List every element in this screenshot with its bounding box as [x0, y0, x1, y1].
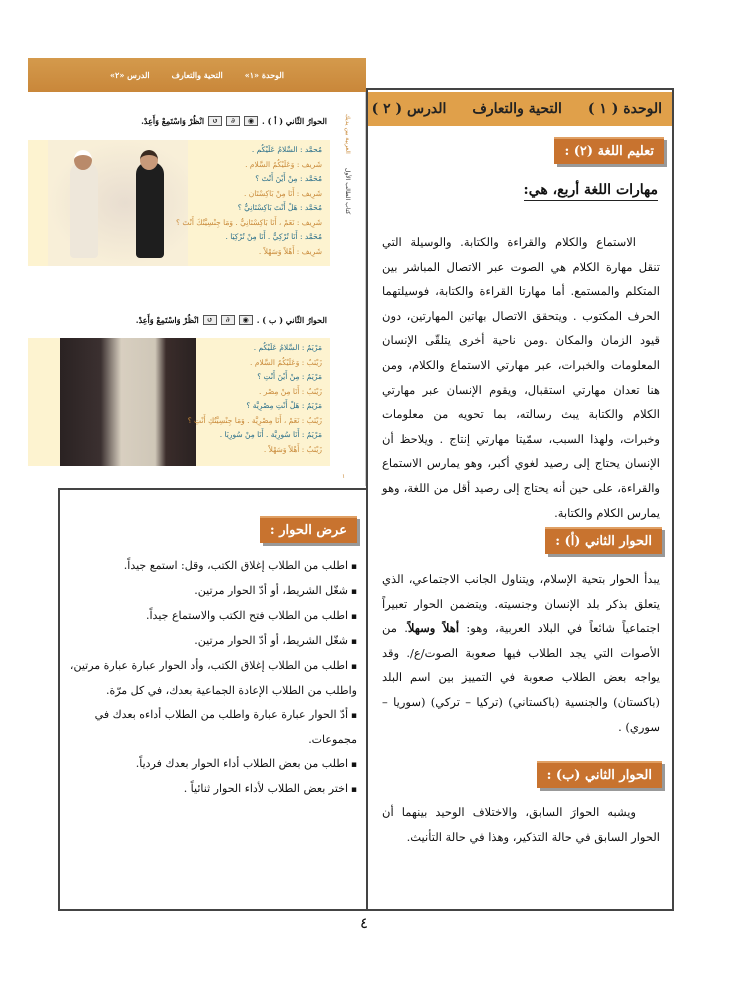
handshake-photo-women — [60, 338, 196, 466]
dialogue-a-lines — [176, 143, 322, 259]
ear-icon: ∂ — [226, 116, 240, 126]
dialogue-line: مُحمَّد : السَّلامُ عَلَيْكُم . — [251, 145, 322, 154]
page-number: ٤ — [360, 914, 369, 932]
list-item: ▪ اطلب من الطلاب إغلاق الكتب، وقل: استمع جيداً. — [64, 554, 357, 579]
dialogue-line: مَرْيَمُ : هَلْ أَنْتِ مِصْرِيَّة ؟ — [246, 401, 322, 410]
section-tag-language-teaching: تعليم اللغة (٢) : — [554, 137, 664, 164]
list-item: ▪ اختر بعض الطلاب لأداء الحوار ثنائياً . — [64, 777, 357, 802]
dialogue-line: زَيْنَبُ : وَعَلَيْكُمُ السَّلام . — [250, 357, 322, 367]
dialogue-presentation-box — [58, 488, 367, 911]
list-item: ▪ اطلب من بعض الطلاب أداء الحوار بعدك فردياً. — [64, 752, 357, 777]
eye-icon: ◉ — [239, 315, 253, 325]
thumb-lesson: الدرس «٢» — [110, 70, 150, 80]
skills-subtitle: مهارات اللغة أربع، هي: — [524, 182, 658, 201]
lesson-header-bar — [368, 92, 672, 126]
dialogue-line: شَرِيف : نَعَمْ ، أَنَا بَاكِسْتَانِيٌّ . وَمَا جِنْسِيَّتُكَ أَنْتَ ؟ — [176, 217, 322, 227]
dialogue-b-label: الحوارُ الثّاني ( ب ) . — [256, 315, 327, 325]
instruction-list — [64, 554, 357, 802]
dialogue-line: مَرْيَمُ : السَّلامُ عَلَيْكُم . — [253, 343, 322, 352]
dialogue-a-panel — [28, 140, 330, 266]
thumb-side-label-1: العربية بين يديك — [344, 114, 351, 154]
header-lesson: الدرس ( ٢ ) — [371, 101, 447, 117]
repeat-icon: ↺ — [203, 315, 217, 325]
dialogue-b-panel — [28, 338, 330, 466]
dialogue-line: مُحَمَّد : هَلْ أَنْتَ بَاكِسْتَانِيٌّ ؟ — [237, 203, 322, 212]
thumbnail-header-bar — [28, 58, 366, 92]
dialogue-line: مُحَمَّد : أَنَا تُرْكِيٌّ . أَنَا مِنْ تُرْكِيَا . — [225, 232, 322, 241]
teacher-notes-column — [366, 88, 674, 911]
section-tag-dialogue-b: الحوار الثاني (ب) : — [537, 761, 662, 788]
section-tag-dialogue-a: الحوار الثاني (أ) : — [545, 527, 662, 554]
list-item: ▪ اطلب من الطلاب إغلاق الكتب، وأد الحوار عبارة عبارة مرتين، واطلب من الطلاب الإعادة الجماعية بعدك، في كل مرّة. — [64, 654, 357, 703]
notes-bold-phrase: أهلاً وسهلاً — [407, 621, 460, 636]
dialogue-line: زَيْنَبُ : أَنَا مِنْ مِصْر . — [258, 386, 322, 396]
dialogue-b-lines — [182, 341, 322, 457]
list-item: ▪ شغّل الشريط، أو أدّ الحوار مرتين. — [64, 629, 357, 654]
dialogue-line: مَرْيَمُ : أَنَا سُورِيَّة . أَنَا مِنْ سُورِيَا . — [219, 430, 322, 439]
ear-icon: ∂ — [221, 315, 235, 325]
dialogue-line: شَريف : وَعَلَيْكُمُ السَّلام . — [245, 159, 322, 169]
dialogue-line: مُحَمَّد : مِنْ أَيْنَ أَنْتَ ؟ — [255, 174, 322, 183]
repeat-icon: ↺ — [208, 116, 222, 126]
thumb-title: التحية والتعارف — [171, 70, 223, 80]
textbook-page-thumbnail — [28, 58, 366, 486]
dialogue-a-notes — [382, 567, 660, 739]
eye-icon: ◉ — [244, 116, 258, 126]
dialogue-line: زَيْنَبُ : أَهْلاً وَسَهْلاً . — [263, 444, 322, 454]
dialogue-line: شَرِيف : أَهْلاً وَسَهْلاً . — [258, 246, 322, 256]
thumb-unit: الوحدة «١» — [244, 70, 284, 80]
dialogue-line: زَيْنَبُ : نَعَمْ ، أَنَا مِصْرِيَّة . وَمَا جِنْسِيَّتُكِ أَنْتِ ؟ — [187, 415, 322, 425]
thumb-page-number: ١ — [342, 473, 346, 480]
list-item: ▪ أدّ الحوار عبارة عبارة واطلب من الطلاب أداءه بعدك في مجموعات. — [64, 703, 357, 752]
skills-paragraph: الاستماع والكلام والقراءة والكتابة. والوسيلة التي تنقل مهارة الكلام هي الصوت عبر الاتصال المباشر بين المتكلم والمستمع. أما مهارتا القراءة والكتابة، فوسيلتهما الحرف المكتوب . ويتحقق الاتصال بهاتين المهارتين، دون قيود الزمان والمكان .ومن ناحية أخرى يتلقّى الإنسان المعلومات والخبرات، عبر مهارتي الاستماع والكلام، ومن هنا تعدان مهارتي استقبال، ويقوم الإنسان عبر مهارتي الكلام والكتابة يبث رسالته، بما تحويه من معلومات وخبرات، ولهذا السبب، سمّيتا مهارتي إنتاج . ويلاحظ أن الإنسان يحتاج إلى رصيد لغوي أكبر، وهو يمارس الاستماع والقراءة، على حين أنه يحتاج إلى رصيد أقل من اللغة، وهو يمارس الكلام والكتابة. — [382, 235, 660, 520]
dialogue-b-instruction: انْظُرْ وَاسْتَمِعْ وَأَعِدْ. — [135, 315, 199, 325]
header-unit: الوحدة ( ١ ) — [587, 101, 662, 117]
dialogue-a-instruction: انْظُرْ وَاسْتَمِعْ وَأَعِدْ. — [141, 116, 205, 126]
section-tag-dialogue-presentation: عرض الحوار : — [260, 516, 357, 543]
dialogue-line: شَرِيف : أَنَا مِنْ بَاكِسْتَان . — [244, 188, 322, 198]
handshake-photo-men — [48, 140, 188, 266]
notes-text: يبدأ الحوار بتحية الإسلام، ويتناول الجانب الاجتماعي، الذي يتعلق بذكر بلد الإنسان وجنسيته. ويتضمن الحوار تعبيراً اجتماعياً شائعاً في البلاد العربية، وهو: — [382, 572, 660, 636]
list-item: ▪ اطلب من الطلاب فتح الكتب والاستماع جيداً. — [64, 604, 357, 629]
list-item: ▪ شغّل الشريط، أو أدّ الحوار مرتين. — [64, 579, 357, 604]
dialogue-b-notes: ويشبه الحوارَ السابق، والاختلاف الوحيد بينهما أن الحوار السابق في حالة التذكير، وهذا في حالة التأنيث. — [382, 805, 660, 844]
dialogue-a-title — [141, 116, 327, 126]
notes-text: . من الأصوات التي يجد الطلاب فيها صعوبة الصوت/ع/. وقد يواجه بعض الطلاب صعوبة في التمييز بين اسم البلد (باكستان) والجنسية (باكستاني) (تركيا – تركي) (سوريا – سوري) . — [382, 621, 660, 734]
dialogue-line: مَرْيَمُ : مِنْ أَيْنَ أَنْتِ ؟ — [257, 372, 322, 381]
header-title: التحية والتعارف — [472, 101, 562, 117]
dialogue-b-title — [136, 315, 327, 325]
thumb-side-label-2: كتاب الطالب الأول — [344, 168, 351, 215]
dialogue-a-label: الحوارُ الثّاني ( أ ) . — [262, 116, 327, 126]
